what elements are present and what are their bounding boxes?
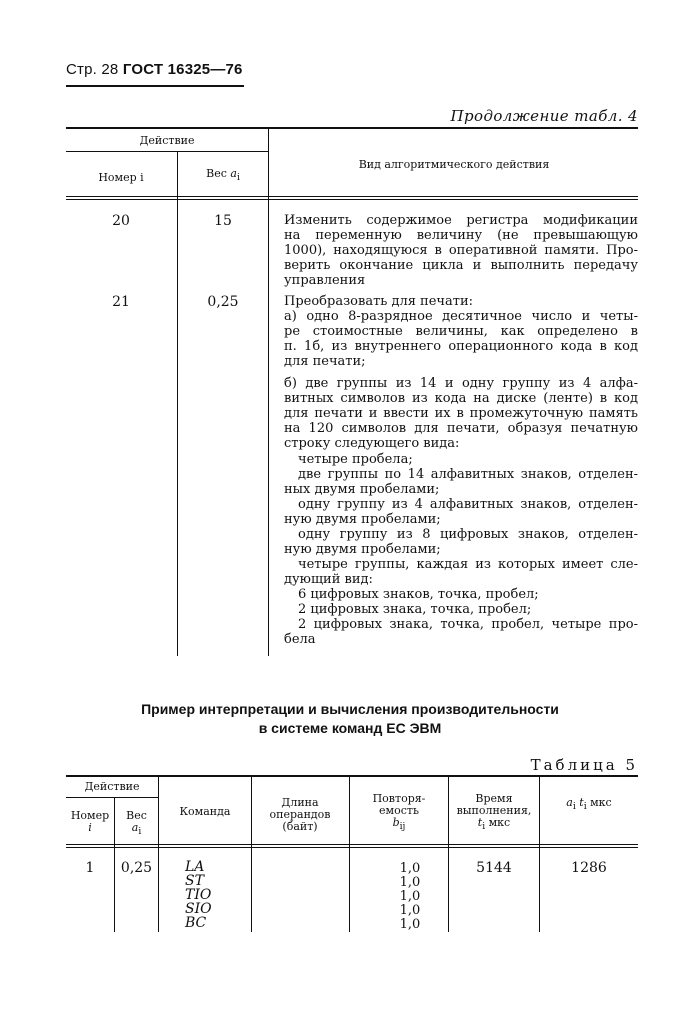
row-21-paragraph-b: б) две группы из 14 и одну группу из 4 алфа- витных символов из кода на диске (ленте) в код для печати и ввести их в промежуточную память на 120 символов для печати, образуя печатную строку следующего вида: [284,376,638,451]
row-20-weight: 15 [214,213,232,229]
table-continuation-label: Продолжение табл. 4 [450,107,638,125]
t5-header-rule-2 [66,847,638,848]
t5-column-rule-5 [448,777,449,932]
row-21-number: 21 [112,294,130,310]
t5-row-product: 1286 [571,860,607,876]
t5-header-number: Номер i [70,809,110,834]
t5-header-rule-1 [66,844,638,845]
repeat-item: 1,0 [399,917,421,932]
column-rule-2 [268,129,269,656]
t5-header-product: $a_i$ $t_i$ мкс [566,796,612,813]
table5-top-rule [66,775,638,777]
section-title-line-2: в системе команд ЕС ЭВМ [258,720,442,736]
header-rule-2 [66,199,638,200]
table-5-label: Таблица 5 [530,756,638,774]
t5-row-weight: 0,25 [120,860,153,876]
t5-column-rule-3 [251,777,252,932]
t5-header-group-rule [66,797,158,798]
running-header [66,61,243,78]
t5-row-repeats [385,862,435,932]
t5-header-weight: Вес $a_i$ [126,809,147,838]
t5-row-commands [185,860,245,930]
header-rule-1 [66,196,638,197]
command-item: LA [185,859,205,875]
repeat-item: 1,0 [399,875,421,890]
t5-header-action-group: Действие [84,780,140,793]
row-21-format-list: четыре пробела; две группы по 14 алфавитных знаков, отделен- ных двумя пробелами; одну группу из 4 алфавитных знаков, отделен- ную двумя пробелами; одну группу из 8 цифровых знаков, отделен- ную двумя пробелами; четыре группы, каждая из которых имеет сле- дующий вид: 6 цифровых знаков, точка, пробел; 2 цифровых знака, точка, пробел; 2 цифровых знака, точка, пробел, четыре про- бела [284,452,638,647]
t5-header-exec-time: Время выполнения, $t_i$ мкс [456,792,532,833]
header-number: Номер i [98,171,144,184]
t5-column-rule-2 [158,777,159,932]
t5-header-command: Команда [179,805,231,818]
command-item: ST [185,873,204,889]
repeat-item: 1,0 [399,903,421,918]
command-item: SIO [185,901,212,917]
repeat-item: 1,0 [399,889,421,904]
section-title-line-1: Пример интерпретации и вычисления производительности [141,701,559,717]
command-item: BC [185,915,207,931]
standard-number: ГОСТ 16325—76 [122,61,243,78]
t5-header-operand-length: Длина операндов (байт) [269,796,331,833]
row-20-number: 20 [112,213,130,229]
t5-column-rule-4 [349,777,350,932]
header-description: Вид алгоритмического действия [358,158,550,171]
t5-row-number: 1 [85,860,95,876]
t5-header-repeatability: Повторя- емость $b_{ij}$ [372,792,426,833]
repeat-item: 1,0 [399,861,421,876]
header-group-rule [66,151,268,152]
header-weight: Вес $a_i$ [206,167,240,184]
header-rule [66,85,244,87]
page-label: Стр. 28 [66,61,119,78]
row-21-weight: 0,25 [207,294,239,310]
header-action-group: Действие [139,134,195,147]
table-top-rule [66,127,638,129]
row-20-description: Изменить содержимое регистра модификации на переменную величину (не превышающую 1000), находящуюся в оперативной памяти. Про- верить окончание цикла и выполнить передачу управления [284,213,638,288]
row-21-paragraph-a: Преобразовать для печати: а) одно 8-разрядное десятичное число и четы- ре стоимостные величины, как определено в п. 1б, из внутреннего операционного кода в код для печати; [284,294,638,369]
command-item: TIO [185,887,212,903]
t5-row-time: 5144 [476,860,512,876]
